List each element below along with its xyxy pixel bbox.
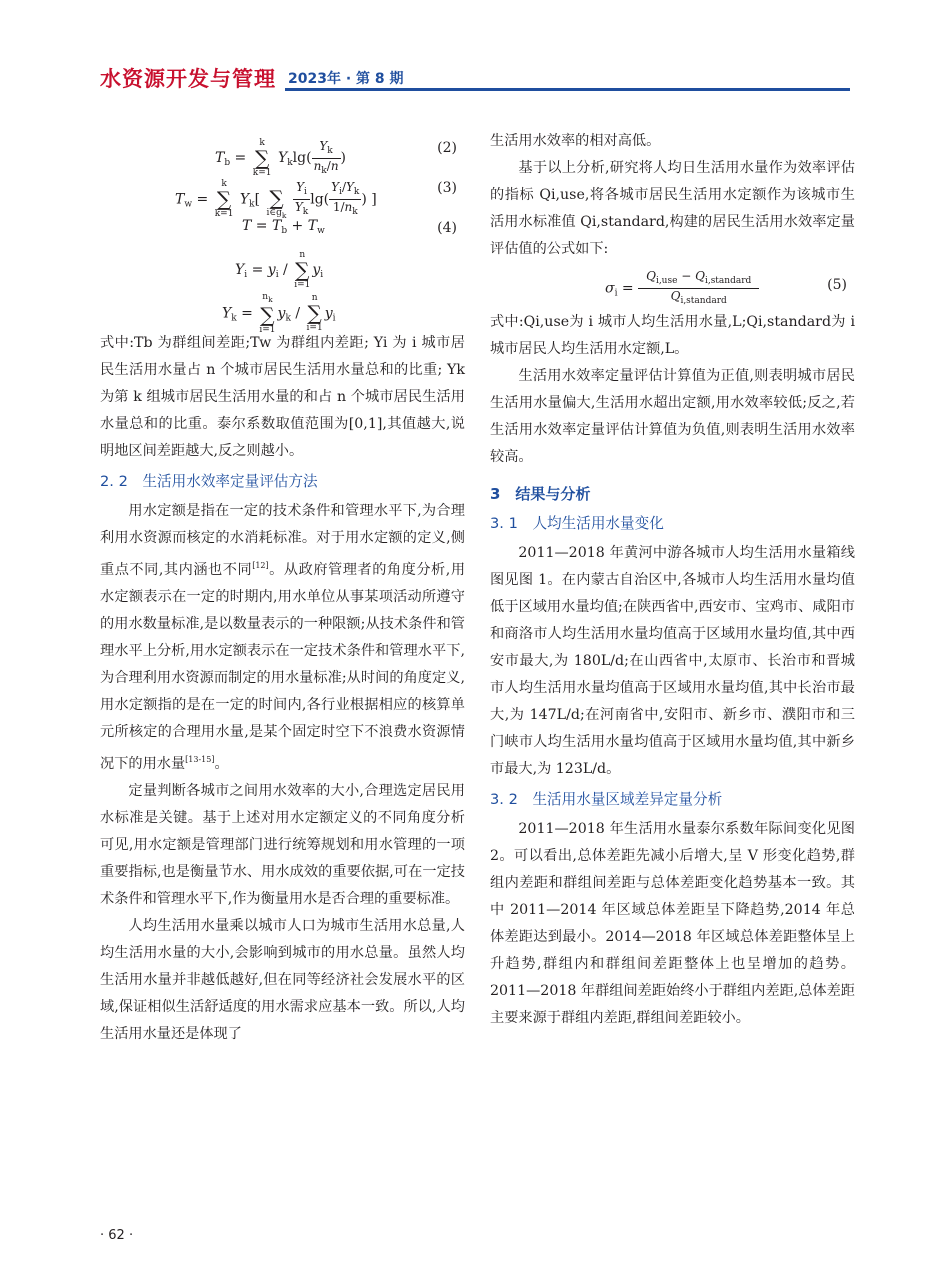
issue-label: 2023年 · 第 8 期 — [288, 71, 404, 87]
paragraph-indicator: 基于以上分析,研究将人均日生活用水量作为效率评估的指标 Qi,use,将各城市居民生活用水定额作为该城市生活用水标准值 Qi,standard,构建的居民生活用水效率定量评估值的公式如下: — [490, 160, 855, 257]
where-paragraph: 式中:Tb 为群组间差距;Tw 为群组内差距; Yi 为 i 城市居民生活用水量占 n 个城市居民生活用水量总和的比重; Yk 为第 k 组城市居民生活用水量的和占 n 个城市居民生活用水量总和的比重。泰尔系数取值范围为[0,1],其值越大,说明地区间差距越大,反之则越小。 — [100, 335, 465, 459]
header-rule — [285, 88, 850, 91]
formula-2: $T_b = k$ ∑ k=1 $Y_k\lg$( $\frac{Y_k}{n_k/n}$ ) (2) — [215, 138, 457, 178]
journal-title: 水资源开发与管理 — [100, 67, 276, 91]
formula-4-number: (4) — [437, 220, 457, 236]
formula-3-number: (3) — [437, 180, 457, 196]
where-paragraph-5: 式中:Qi,use为 i 城市人均生活用水量,L;Qi,standard为 i 城市居民人均生活用水定额,L。 — [490, 314, 855, 357]
section-3-heading: 3 结果与分析 — [490, 485, 591, 503]
page-number: · 62 · — [100, 1228, 134, 1243]
citation-13-15: [13-15] — [185, 755, 215, 764]
formula-5-number: (5) — [827, 277, 847, 293]
formula-4: $T = T_b + T_w$ (4) — [242, 218, 457, 236]
left-column — [100, 128, 465, 1048]
formula-yi: $Y_i = y_i / n$ ∑ $i=1y_i$ — [235, 250, 324, 290]
right-column — [490, 128, 855, 1032]
section-3-2-heading: 3. 2 生活用水量区域差异定量分析 — [490, 791, 723, 808]
section-3-1-heading: 3. 1 人均生活用水量变化 — [490, 515, 664, 532]
formula-2-number: (2) — [437, 140, 457, 156]
section-2-2-heading: 2. 2 生活用水效率定量评估方法 — [100, 473, 318, 490]
paragraph-theil-analysis: 2011—2018 年生活用水量泰尔系数年际间变化见图 2。可以看出,总体差距先减小后增大,呈 V 形变化趋势,群组内差距和群组间差距与总体差距变化趋势基本一致。其中 2011—2014 年区域总体差距呈下降趋势,2014 年总体差距达到最小。2014—2018 年区域总体差距整体呈上升趋势,群组内和群组间差距整体上也呈增加的趋势。2011—2018 年群组间差距始终小于群组内差距,总体差距主要来源于群组内差距,群组间差距较小。 — [490, 821, 855, 1026]
paragraph-per-capita: 人均生活用水量乘以城市人口为城市生活用水总量,人均生活用水量的大小,会影响到城市的用水总量。虽然人均生活用水量并非越低越好,但在同等经济社会发展水平的区域,保证相似生活舒适度的用水需求应基本一致。所以,人均生活用水量还是体现了 — [100, 918, 465, 1042]
formula-5: $\sigma_i$ = $\frac{Q_{i,use} - Q_{i,standard}}{Q_{i,standard}}$ (5) — [605, 269, 847, 306]
paragraph-continuation: 生活用水效率的相对高低。 — [490, 133, 661, 149]
formula-yk: $Y_k = n_k$ ∑ $i=1y_k / n$ ∑ $i=1y_i$ — [222, 292, 336, 335]
formula-3: $T_w = k$ ∑ k=1 $Y_k$[ ∑ $i\in g_k$ $\frac{Y_i}{Y_k}$ lg( $\frac{Y_i/Y_k}{1/n_k}$ ) ] (3) — [175, 179, 457, 220]
running-header — [100, 66, 850, 92]
paragraph-per-capita-change: 2011—2018 年黄河中游各城市人均生活用水量箱线图见图 1。在内蒙古自治区中,各城市人均生活用水量均值低于区域用水量均值;在陕西省中,西安市、宝鸡市、咸阳市和商洛市人均生活用水量均值高于区域用水量均值,其中西安市最大,为 180L/d;在山西省中,太原市、长治市和晋城市人均生活用水量均值高于区域用水量均值,其中长治市最大,为 147L/d;在河南省中,安阳市、新乡市、濮阳市和三门峡市人均生活用水量均值高于区域用水量均值,其中新乡市最大,为 123L/d。 — [490, 545, 855, 777]
paragraph-efficiency-meaning: 生活用水效率定量评估计算值为正值,则表明城市居民生活用水量偏大,生活用水超出定额,用水效率较低;反之,若生活用水效率定量评估计算值为负值,则表明生活用水效率较高。 — [490, 368, 855, 465]
citation-12: [12] — [252, 561, 269, 570]
paragraph-quota-definition: 用水定额是指在一定的技术条件和管理水平下,为合理利用水资源而核定的水消耗标准。对于用水定额的定义,侧重点不同,其内涵也不同[12]。从政府管理者的角度分析,用水定额表示在一定的时期内,用水单位从事某项活动所遵守的用水数量标准,是以数量表示的一种限额;从技术条件和管理水平上分析,用水定额表示在一定技术条件和管理水平下,为合理利用水资源而制定的用水量标准;从时间的角度定义,用水定额指的是在一定的时间内,各行业根据相应的核算单元所核定的合理用水量,是某个固定时空下不浪费水资源情况下的用水量[13-15]。 — [100, 503, 466, 772]
paragraph-standard-selection: 定量判断各城市之间用水效率的大小,合理选定居民用水标准是关键。基于上述对用水定额定义的不同角度分析可见,用水定额是管理部门进行统筹规划和用水管理的一项重要指标,也是衡量节水、用水成效的重要依据,可在一定技术条件和管理水平下,作为衡量用水是否合理的重要标准。 — [100, 783, 465, 907]
